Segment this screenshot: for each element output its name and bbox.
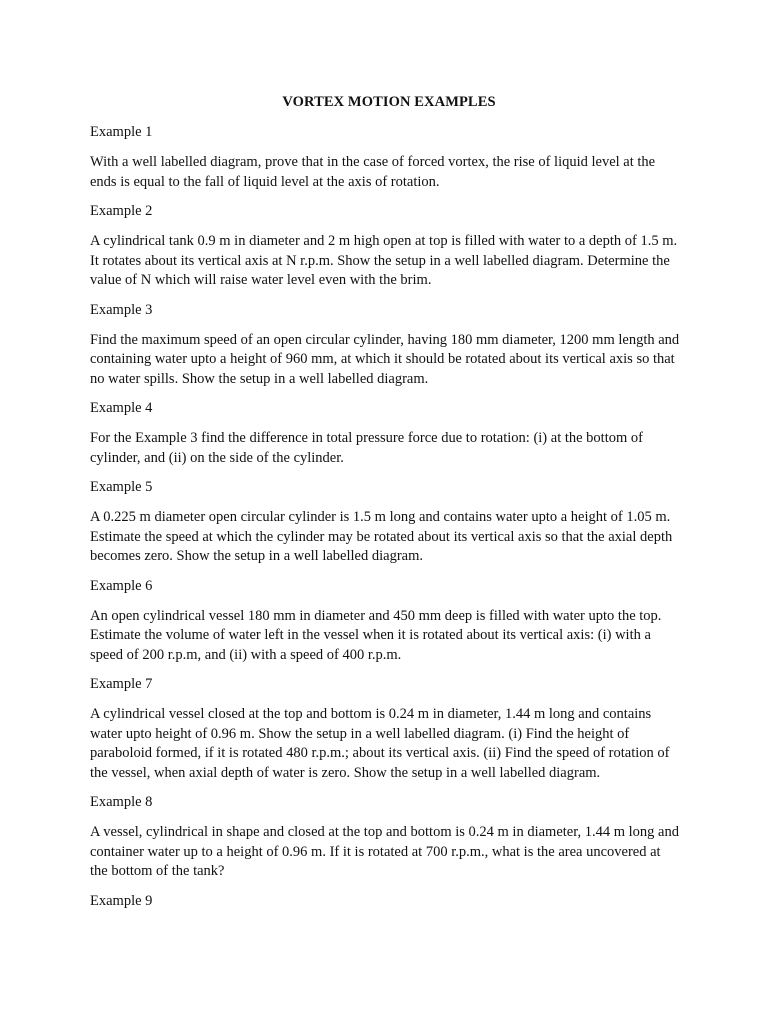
- document-page: [90, 93, 680, 922]
- example-9: [90, 892, 680, 910]
- example-heading: Example 3: [90, 301, 153, 318]
- example-heading: Example 7: [90, 676, 153, 692]
- example-6: [90, 577, 680, 666]
- example-text: For the Example 3 find the difference in total pressure force due to rotation: (i) at the bottom of cylinder, and (ii) on the side of the cylinder.: [90, 430, 643, 466]
- example-heading: Example 5: [90, 479, 153, 495]
- example-2: [90, 202, 680, 291]
- example-heading: Example 2: [90, 203, 153, 219]
- example-3: [90, 301, 680, 390]
- example-heading: Example 4: [90, 400, 153, 416]
- example-heading: Example 8: [90, 794, 153, 810]
- example-heading: Example 6: [90, 577, 153, 594]
- example-text: An open cylindrical vessel 180 mm in diameter and 450 mm deep is filled with water upto the top. Estimate the volume of water left in the vessel when it is rotated about its vertical axis: (i) with a speed of 200 r.p.m, and (ii) with a speed of 400 r.p.m.: [90, 607, 662, 663]
- example-text: A vessel, cylindrical in shape and closed at the top and bottom is 0.24 m in diameter, 1.44 m long and container water up to a height of 0.96 m. If it is rotated at 700 r.p.m., what is the area uncovered at the bottom of the tank?: [90, 824, 679, 879]
- example-4: [90, 399, 680, 468]
- example-8: [90, 793, 680, 882]
- example-text: A 0.225 m diameter open circular cylinder is 1.5 m long and contains water upto a height of 1.05 m. Estimate the speed at which the cylinder may be rotated about its vertical axis so that the axial depth becomes zero. Show the setup in a well labelled diagram.: [90, 509, 673, 564]
- example-text: A cylindrical vessel closed at the top and bottom is 0.24 m in diameter, 1.44 m long and contains water upto height of 0.96 m. Show the setup in a well labelled diagram. (i) Find the height of paraboloid formed, if it is rotated 480 r.p.m.; about its vertical axis. (ii) Find the speed of rotation of the vessel, when axial depth of water is zero. Show the setup in a well labelled diagram.: [90, 706, 670, 781]
- example-text: Find the maximum speed of an open circular cylinder, having 180 mm diameter, 1200 mm length and containing water upto a height of 960 mm, at which it should be rotated about its vertical axis so that no water spills. Show the setup in a well labelled diagram.: [90, 331, 680, 387]
- example-heading: Example 9: [90, 892, 153, 909]
- example-heading: Example 1: [90, 124, 153, 140]
- example-text: With a well labelled diagram, prove that in the case of forced vortex, the rise of liquid level at the ends is equal to the fall of liquid level at the axis of rotation.: [90, 154, 656, 190]
- page-title: VORTEX MOTION EXAMPLES: [282, 94, 496, 110]
- example-7: [90, 675, 680, 783]
- example-5: [90, 478, 680, 567]
- example-text: A cylindrical tank 0.9 m in diameter and 2 m high open at top is filled with water to a depth of 1.5 m. It rotates about its vertical axis at N r.p.m. Show the setup in a well labelled diagram. Determine the value of N which will raise water level even with the brim.: [90, 233, 678, 288]
- example-1: [90, 123, 680, 192]
